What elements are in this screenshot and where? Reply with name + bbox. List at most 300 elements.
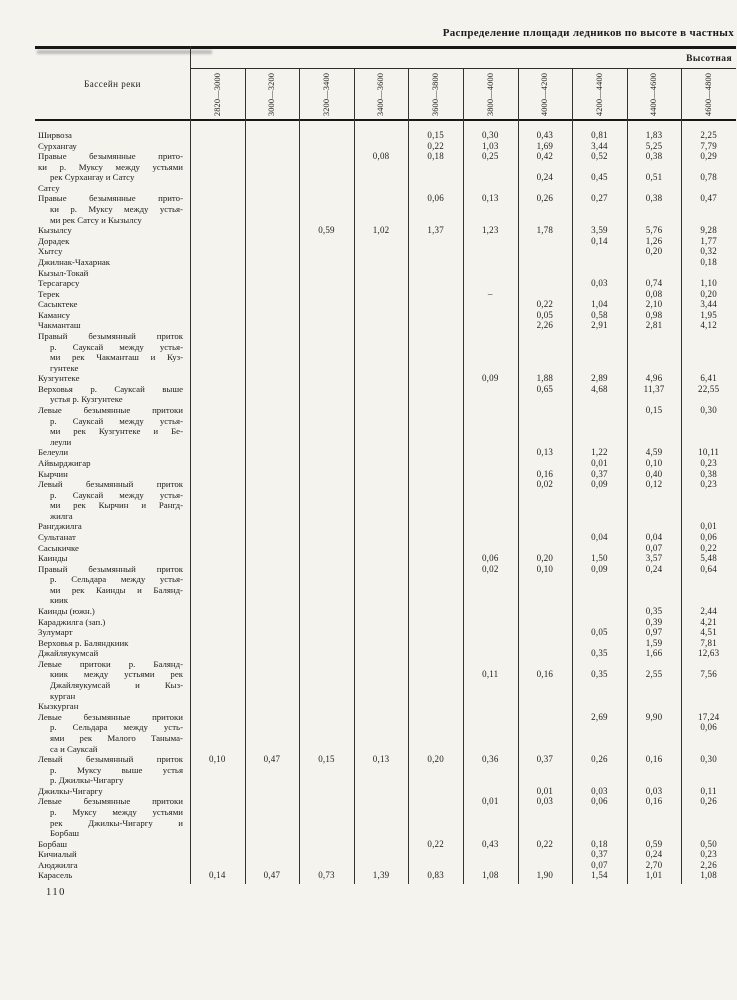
table-row	[35, 130, 736, 141]
table-row	[35, 162, 736, 173]
value-cell: 0,03	[591, 785, 608, 796]
row-label: Правый безымянный приток	[38, 563, 183, 574]
column-header-cell	[299, 69, 354, 119]
value-cell: 4,59	[645, 447, 663, 458]
value-cell: 2,89	[591, 373, 608, 384]
value-cell: 0,73	[318, 870, 335, 881]
row-label: р. Сельдара между усть-	[50, 722, 183, 733]
table-row	[35, 754, 736, 765]
value-cell: 0,64	[700, 563, 717, 574]
row-label: Правые безымянные прито-	[38, 193, 183, 204]
row-label: р. Сельдара между устья-	[50, 574, 183, 585]
row-label: Кызылсу	[38, 225, 72, 236]
value-cell: 0,47	[263, 870, 281, 881]
value-cell: 0,11	[482, 669, 499, 680]
row-label: р. Муксу выше устья	[50, 764, 183, 775]
row-label: Кичиалый	[38, 849, 77, 860]
header-body-rule	[35, 119, 736, 121]
column-header-label: 4000—4200	[540, 72, 550, 116]
value-cell: 2,69	[591, 711, 608, 722]
value-cell: 3,59	[591, 225, 608, 236]
table-row	[35, 870, 736, 881]
value-cell: 0,42	[536, 151, 554, 162]
column-header-cell	[190, 69, 245, 119]
value-cell: 0,08	[645, 288, 663, 299]
value-cell: 0,11	[700, 785, 717, 796]
value-cell: 3,44	[591, 140, 608, 151]
value-cell: 0,30	[481, 130, 499, 140]
table-row	[35, 511, 736, 522]
row-label: рек Джилкы-Чигаргу и	[50, 817, 183, 828]
page-number: 110	[46, 887, 66, 898]
main-vertical-rule	[190, 46, 191, 884]
value-cell: 0,02	[536, 479, 554, 490]
value-cell: 0,09	[591, 563, 608, 574]
value-cell: 0,04	[645, 531, 663, 542]
column-header-cell	[627, 69, 682, 119]
value-cell: 0,22	[427, 140, 444, 151]
value-cell: 0,23	[700, 457, 717, 468]
row-label: ми рек Чакманташ и Куз-	[50, 352, 183, 363]
value-cell: 0,58	[591, 309, 608, 320]
table-row	[35, 775, 736, 786]
row-label: р. Сауксай между устья-	[50, 415, 183, 426]
row-label: р. Муксу между устьями	[50, 807, 183, 817]
value-cell: 4,51	[700, 627, 717, 638]
value-cell: 22,55	[698, 383, 720, 394]
row-label: ми рек Кырчин и Рангд-	[50, 500, 183, 511]
table-row	[35, 320, 736, 331]
table-body	[35, 130, 736, 881]
value-cell: 0,16	[536, 669, 554, 680]
column-header-label: 2820—3000	[212, 72, 222, 116]
table-row	[35, 193, 736, 204]
row-label: Белеули	[38, 447, 69, 458]
value-cell: 0,18	[700, 256, 717, 267]
value-cell: 0,09	[591, 479, 608, 490]
value-cell: 6,41	[700, 373, 717, 384]
table-row	[35, 204, 736, 215]
value-cell: 0,06	[700, 722, 717, 733]
value-cell: 0,06	[591, 796, 608, 807]
value-cell: 0,35	[591, 669, 608, 680]
value-cell: 3,44	[700, 299, 717, 310]
value-cell: 0,78	[700, 172, 717, 183]
value-cell: 5,25	[645, 140, 663, 151]
row-label: Левый безымянный приток	[38, 479, 183, 490]
value-cell: 0,09	[481, 373, 499, 384]
value-cell: 4,68	[591, 383, 608, 394]
value-cell: 2,70	[645, 859, 663, 870]
value-cell: 0,29	[700, 151, 717, 162]
value-cell: 1,66	[645, 648, 663, 659]
value-cell: 1,88	[536, 373, 554, 384]
value-cell: –	[487, 288, 493, 299]
value-cell: 0,10	[645, 457, 663, 468]
value-cell: 0,05	[591, 627, 608, 638]
column-separator	[627, 69, 628, 884]
row-label: Борбаш	[50, 828, 80, 839]
table-row	[35, 532, 736, 543]
value-cell: 12,63	[698, 648, 720, 659]
row-label: Левые притоки р. Балянд-	[38, 658, 183, 669]
row-label: Кызыл-Токай	[38, 267, 89, 278]
value-cell: 1,39	[372, 870, 390, 881]
value-cell: 0,37	[591, 468, 608, 479]
value-cell: 2,55	[645, 669, 663, 680]
value-cell: 0,22	[427, 838, 444, 849]
value-cell: 0,47	[700, 193, 717, 204]
table-row	[35, 648, 736, 659]
table-row	[35, 352, 736, 363]
table-row	[35, 691, 736, 702]
value-cell: 0,59	[318, 225, 335, 236]
value-cell: 0,65	[536, 383, 554, 394]
value-cell: 1,03	[481, 140, 499, 151]
value-cell: 1,54	[591, 870, 608, 881]
value-cell: 2,26	[536, 320, 554, 331]
value-cell: 0,38	[645, 151, 663, 162]
value-cell: 0,16	[536, 468, 554, 479]
value-cell: 0,06	[481, 553, 499, 564]
row-label: Верховья р. Баляндкиик	[38, 637, 129, 648]
row-label: ми рек Сатсу и Кызылсу	[50, 214, 142, 225]
column-separator	[518, 69, 519, 884]
value-cell: 0,18	[591, 838, 608, 849]
table-row	[35, 437, 736, 448]
table-row	[35, 627, 736, 638]
value-cell: 2,44	[700, 606, 717, 617]
table-row	[35, 574, 736, 585]
value-cell: 1,95	[700, 309, 717, 320]
row-label: Кырчин	[38, 468, 68, 479]
value-cell: 0,50	[700, 838, 717, 849]
value-cell: 0,01	[700, 521, 717, 532]
value-cell: 0,08	[372, 151, 390, 162]
row-label: жилга	[50, 510, 73, 521]
row-label: Аюджилга	[38, 859, 78, 870]
value-cell: 3,57	[645, 553, 663, 564]
row-label: гунтеке	[50, 362, 79, 373]
header-right-label: Высотная	[686, 54, 732, 64]
value-cell: 0,22	[700, 542, 717, 553]
row-label: Правые безымянные прито-	[38, 151, 183, 162]
basin-column-header: Бассейн реки	[84, 78, 141, 89]
row-label: ями рек Малого Таныма-	[50, 732, 183, 743]
table-row	[35, 342, 736, 353]
value-cell: 1,37	[427, 225, 444, 236]
table-row	[35, 278, 736, 289]
value-cell: 0,35	[645, 606, 663, 617]
table-row	[35, 490, 736, 501]
value-cell: 0,02	[481, 563, 499, 574]
table-row	[35, 765, 736, 776]
table-row	[35, 373, 736, 384]
row-label: Каинды	[38, 553, 68, 564]
value-cell: 0,52	[591, 151, 608, 162]
table-row	[35, 701, 736, 712]
value-cell: 0,43	[481, 838, 499, 849]
value-cell: 0,36	[481, 754, 499, 765]
row-label: Терек	[38, 288, 60, 299]
table-row	[35, 289, 736, 300]
value-cell: 0,59	[645, 838, 663, 849]
column-header-cell	[572, 69, 627, 119]
value-cell: 7,81	[700, 637, 717, 648]
column-header-label: 3200—3400	[321, 72, 331, 116]
value-cell: 0,47	[263, 754, 281, 765]
row-label: Борбаш	[38, 838, 68, 849]
value-cell: 0,22	[536, 299, 554, 310]
value-cell: 0,15	[318, 754, 335, 765]
table-row	[35, 172, 736, 183]
value-cell: 0,20	[427, 754, 444, 765]
table-row	[35, 447, 736, 458]
column-header-cell	[681, 69, 736, 119]
row-label: Сультанат	[38, 531, 76, 542]
value-cell: 0,15	[645, 405, 663, 416]
row-label: Дорадек	[38, 235, 70, 246]
column-header-cell	[463, 69, 518, 119]
row-label: Айвырджигар	[38, 457, 91, 468]
column-header-cell	[354, 69, 409, 119]
row-label: Сатсу	[38, 182, 60, 193]
table-row	[35, 426, 736, 437]
row-label: Сасыкичке	[38, 542, 79, 553]
value-cell: 0,03	[591, 278, 608, 289]
table-row	[35, 479, 736, 490]
table-row	[35, 331, 736, 342]
row-label: Кызкурган	[38, 701, 79, 712]
row-label: киик	[50, 595, 68, 606]
value-cell: 0,35	[591, 648, 608, 659]
row-label: Джайляукумсай	[38, 648, 99, 659]
table-row	[35, 617, 736, 628]
row-label: Зулумарт	[38, 627, 73, 638]
value-cell: 0,22	[536, 838, 554, 849]
column-separator	[354, 69, 355, 884]
value-cell: 1,78	[536, 225, 554, 236]
value-cell: 0,51	[645, 172, 663, 183]
row-label: Джилкы-Чигаргу	[38, 785, 103, 796]
value-cell: 0,40	[645, 468, 663, 479]
value-cell: 0,38	[645, 193, 663, 204]
value-cell: 0,26	[591, 754, 608, 765]
table-row	[35, 712, 736, 723]
table-row	[35, 257, 736, 268]
value-cell: 11,37	[643, 383, 665, 394]
row-label: Камансу	[38, 309, 70, 320]
row-label: р. Сауксай между устья-	[50, 489, 183, 500]
table-row	[35, 680, 736, 691]
table-row	[35, 310, 736, 321]
table-row	[35, 405, 736, 416]
value-cell: 0,01	[591, 457, 608, 468]
value-cell: 9,28	[700, 225, 717, 236]
value-cell: 0,01	[481, 796, 499, 807]
column-separator	[463, 69, 464, 884]
table-row	[35, 543, 736, 554]
value-cell: 4,96	[645, 373, 663, 384]
value-cell: 0,13	[372, 754, 390, 765]
value-cell: 0,24	[645, 849, 663, 860]
row-label: курган	[50, 690, 76, 701]
value-cell: 0,06	[700, 531, 717, 542]
value-cell: 17,24	[698, 711, 720, 722]
row-label: Рангджилга	[38, 521, 82, 532]
value-cell: 2,91	[591, 320, 608, 331]
row-label: Чакманташ	[38, 320, 81, 331]
table-row	[35, 141, 736, 152]
value-cell: 1,26	[645, 235, 663, 246]
table-row	[35, 659, 736, 670]
value-cell: 7,79	[700, 140, 717, 151]
table-row	[35, 849, 736, 860]
value-cell: 1,01	[645, 870, 663, 881]
value-cell: 2,26	[700, 859, 717, 870]
table-row	[35, 215, 736, 226]
column-separator	[408, 69, 409, 884]
row-label: Левые безымянные притоки	[38, 796, 183, 807]
row-label: Ширвоза	[38, 130, 72, 140]
value-cell: 1,59	[645, 637, 663, 648]
row-label: Караджилга (зап.)	[38, 616, 106, 627]
row-label: леули	[50, 436, 72, 447]
table-row	[35, 236, 736, 247]
value-cell: 0,30	[700, 754, 717, 765]
value-cell: 1,90	[536, 870, 554, 881]
value-cell: 0,06	[427, 193, 444, 204]
value-cell: 4,21	[700, 616, 717, 627]
column-header-label: 4600—4800	[704, 72, 714, 116]
value-cell: 0,07	[645, 542, 663, 553]
value-cell: 0,30	[700, 405, 717, 416]
row-label: Левый безымянный приток	[38, 754, 183, 765]
column-separator	[245, 69, 246, 884]
column-header-cell	[245, 69, 300, 119]
table-row	[35, 786, 736, 797]
table-row	[35, 807, 736, 818]
value-cell: 1,08	[481, 870, 499, 881]
table-row	[35, 394, 736, 405]
value-cell: 0,18	[427, 151, 444, 162]
value-cell: 0,16	[645, 754, 663, 765]
value-cell: 0,26	[536, 193, 554, 204]
value-cell: 7,56	[700, 669, 717, 680]
row-label: р. Джилкы-Чигаргу	[50, 775, 124, 786]
column-header-label: 4200—4400	[594, 72, 604, 116]
table-row	[35, 595, 736, 606]
table-row	[35, 638, 736, 649]
table-row	[35, 744, 736, 755]
value-cell: 0,74	[645, 278, 663, 289]
value-cell: 1,50	[591, 553, 608, 564]
value-cell: 0,14	[591, 235, 608, 246]
value-cell: 2,10	[645, 299, 663, 310]
row-label: ки р. Муксу между устьями	[38, 161, 183, 172]
value-cell: 0,25	[481, 151, 499, 162]
value-cell: 0,24	[645, 563, 663, 574]
value-cell: 0,10	[536, 563, 554, 574]
row-label: Джилнак-Чахарнак	[38, 256, 111, 267]
value-cell: 0,24	[536, 172, 554, 183]
value-cell: 5,76	[645, 225, 663, 236]
value-cell: 0,43	[536, 130, 554, 140]
value-cell: 0,39	[645, 616, 663, 627]
value-cell: 0,04	[591, 531, 608, 542]
value-cell: 0,03	[536, 796, 554, 807]
column-separator	[299, 69, 300, 884]
table-row	[35, 268, 736, 279]
value-cell: 1,08	[700, 870, 717, 881]
table-row	[35, 860, 736, 871]
table-row	[35, 818, 736, 829]
value-cell: 1,69	[536, 140, 554, 151]
value-cell: 0,05	[536, 309, 554, 320]
table-row	[35, 585, 736, 596]
row-label: ми рек Кузгунтеке и Бе-	[50, 426, 183, 437]
column-header-label: 3800—4000	[485, 72, 495, 116]
table-row	[35, 384, 736, 395]
value-cell: 0,03	[645, 785, 663, 796]
value-cell: 0,98	[645, 309, 663, 320]
table-row	[35, 553, 736, 564]
value-cell: 0,97	[645, 627, 663, 638]
table-row	[35, 839, 736, 850]
row-label: Хытсу	[38, 246, 63, 257]
row-label: устья р. Кузгунтеке	[50, 394, 123, 405]
value-cell: 1,22	[591, 447, 608, 458]
value-cell: 0,14	[209, 870, 226, 881]
table-row	[35, 796, 736, 807]
value-cell: 0,45	[591, 172, 608, 183]
value-cell: 0,81	[591, 130, 608, 140]
value-cell: 0,12	[645, 479, 663, 490]
value-cell: 0,23	[700, 479, 717, 490]
row-label: Сурхангау	[38, 140, 77, 151]
row-label: ми рек Каинды и Балянд-	[50, 584, 183, 595]
table-row	[35, 469, 736, 480]
value-cell: 0,13	[536, 447, 554, 458]
table-row	[35, 299, 736, 310]
table-row	[35, 500, 736, 511]
value-cell: 0,83	[427, 870, 444, 881]
value-cell: 0,01	[536, 785, 554, 796]
value-cell: 0,37	[591, 849, 608, 860]
table-row	[35, 828, 736, 839]
value-cell: 5,48	[700, 553, 717, 564]
row-label: Каинды (южн.)	[38, 606, 95, 617]
value-cell: 0,07	[591, 859, 608, 870]
row-label: Терсагарсу	[38, 278, 80, 289]
table-row	[35, 183, 736, 194]
value-cell: 0,38	[700, 468, 717, 479]
value-cell: 0,10	[209, 754, 226, 765]
column-header-cell	[408, 69, 463, 119]
value-cell: 1,23	[481, 225, 499, 236]
value-cell: 0,16	[645, 796, 663, 807]
column-separator	[572, 69, 573, 884]
column-header-label: 4400—4600	[649, 72, 659, 116]
value-cell: 0,23	[700, 849, 717, 860]
table-row	[35, 246, 736, 257]
value-cell: 0,37	[536, 754, 554, 765]
table-row	[35, 521, 736, 532]
row-label: Джайляукумсай и Кыз-	[50, 680, 183, 691]
column-header-label: 3600—3800	[431, 72, 441, 116]
value-cell: 4,12	[700, 320, 717, 331]
row-label: ки р. Муксу между устья-	[50, 204, 183, 215]
